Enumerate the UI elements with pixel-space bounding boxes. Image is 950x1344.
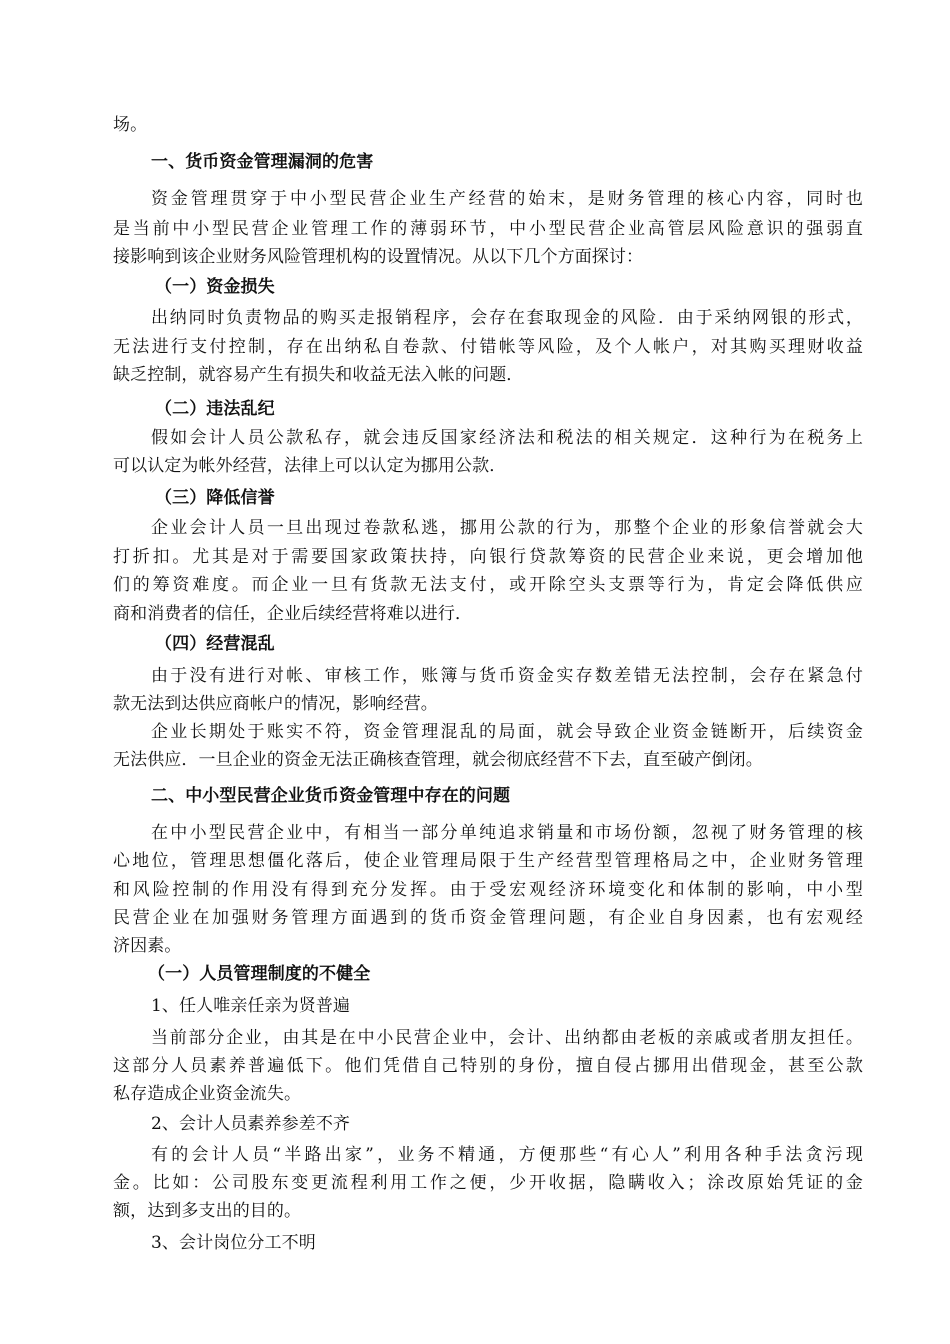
paragraph-line: 由于没有进行对帐、审核工作，账簿与货币资金实存数差错无法控制，会存在紧急付: [151, 666, 863, 686]
paragraph-line: 济因素。: [113, 936, 182, 956]
paragraph-line: 这部分人员素养普遍低下。他们凭借自己特别的身份，擅自侵占挪用出借现金，甚至公款: [113, 1056, 863, 1076]
paragraph-line: 有的会计人员“半路出家”，业务不精通，方便那些“有心人”利用各种手法贪污现: [151, 1145, 863, 1165]
paragraph-line: 资金管理贯穿于中小型民营企业生产经营的始末，是财务管理的核心内容，同时也: [151, 189, 863, 209]
paragraph-line: 可以认定为帐外经营，法律上可以认定为挪用公款．: [113, 456, 507, 476]
list-item-heading: 2、会计人员素养参差不齐: [151, 1114, 351, 1134]
paragraph-line: 和风险控制的作用没有得到充分发挥。由于受宏观经济环境变化和体制的影响，中小型: [113, 880, 863, 900]
paragraph-line: 额，达到多支出的目的。: [113, 1201, 302, 1221]
subheading-chaos: （四）经营混乱: [155, 634, 275, 654]
paragraph-line: 出纳同时负责物品的购买走报销程序，会存在套取现金的风险．由于采纳网银的形式，: [151, 308, 863, 328]
paragraph-line: 接影响到该企业财务风险管理机构的设置情况。从以下几个方面探讨：: [113, 247, 644, 267]
subheading-personnel: （一）人员管理制度的不健全: [148, 964, 371, 984]
paragraph-line: 款无法到达供应商帐户的情况，影响经营。: [113, 694, 438, 714]
section-heading-1: 一、货币资金管理漏洞的危害: [151, 152, 374, 172]
subheading-credibility: （三）降低信誉: [155, 488, 275, 508]
paragraph-continuation: 场。: [113, 115, 148, 135]
paragraph-line: 当前部分企业，由其是在中小民营企业中，会计、出纳都由老板的亲戚或者朋友担任。: [151, 1028, 863, 1048]
paragraph-line: 无法供应．一旦企业的资金无法正确核查管理，就会彻底经营不下去，直至破产倒闭。: [113, 750, 763, 770]
list-item-heading: 1、任人唯亲任亲为贤普遍: [151, 996, 351, 1016]
paragraph-line: 无法进行支付控制，存在出纳私自卷款、付错帐等风险，及个人帐户，对其购买理财收益: [113, 337, 863, 357]
paragraph-line: 商和消费者的信任，企业后续经营将难以进行．: [113, 604, 473, 624]
list-item-heading: 3、会计岗位分工不明: [151, 1233, 316, 1253]
section-heading-2: 二、中小型民营企业货币资金管理中存在的问题: [151, 786, 511, 806]
paragraph-line: 企业会计人员一旦出现过卷款私逃，挪用公款的行为，那整个企业的形象信誉就会大: [151, 518, 863, 538]
paragraph-line: 金。比如：公司股东变更流程利用工作之便，少开收据，隐瞒收入；涂改原始凭证的金: [113, 1173, 863, 1193]
paragraph-line: 企业长期处于账实不符，资金管理混乱的局面，就会导致企业资金链断开，后续资金: [151, 722, 863, 742]
subheading-illegal: （二）违法乱纪: [155, 399, 275, 419]
paragraph-line: 假如会计人员公款私存，就会违反国家经济法和税法的相关规定．这种行为在税务上: [151, 428, 863, 448]
paragraph-line: 缺乏控制，就容易产生有损失和收益无法入帐的问题．: [113, 365, 524, 385]
subheading-funds-loss: （一）资金损失: [155, 277, 275, 297]
paragraph-line: 们的筹资难度。而企业一旦有货款无法支付，或开除空头支票等行为，肯定会降低供应: [113, 575, 863, 595]
paragraph-line: 私存造成企业资金流失。: [113, 1084, 302, 1104]
paragraph-line: 是当前中小型民营企业管理工作的薄弱环节，中小型民营企业高管层风险意识的强弱直: [113, 219, 863, 239]
paragraph-line: 民营企业在加强财务管理方面遇到的货币资金管理问题，有企业自身因素，也有宏观经: [113, 908, 863, 928]
paragraph-line: 打折扣。尤其是对于需要国家政策扶持，向银行贷款筹资的民营企业来说，更会增加他: [113, 547, 863, 567]
paragraph-line: 在中小型民营企业中，有相当一部分单纯追求销量和市场份额，忽视了财务管理的核: [151, 823, 863, 843]
paragraph-line: 心地位，管理思想僵化落后，使企业管理局限于生产经营型管理格局之中，企业财务管理: [113, 851, 863, 871]
